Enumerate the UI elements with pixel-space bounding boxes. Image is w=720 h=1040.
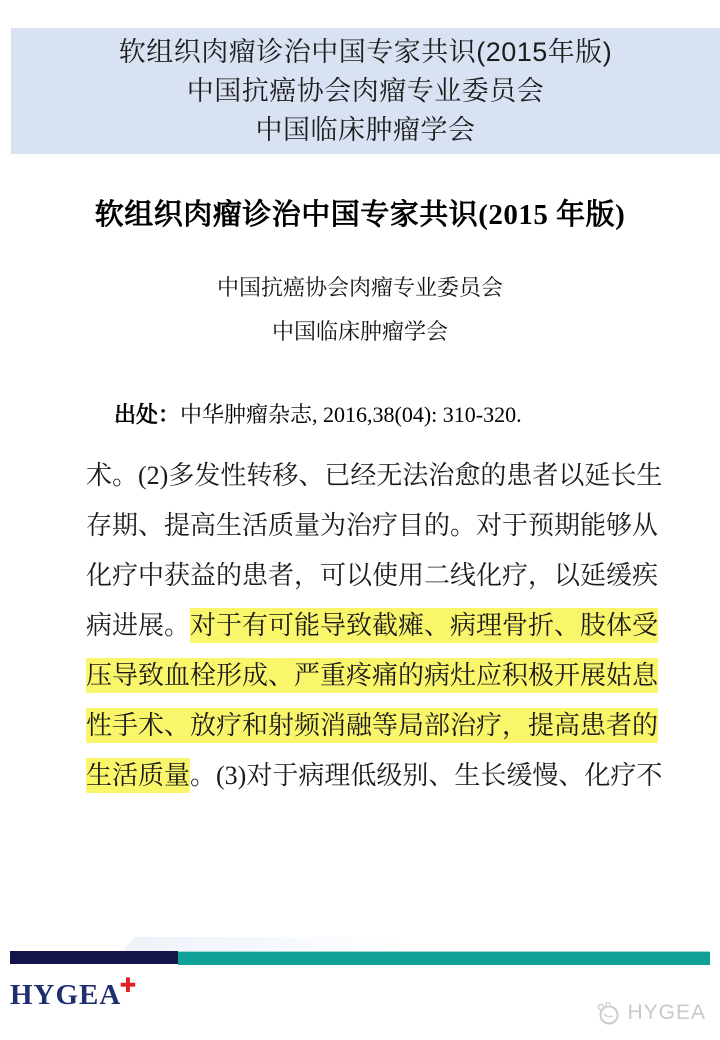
body-text-highlighted: 性手术、放疗和射频消融等局部治疗，提高患者的 [86,708,658,743]
body-text: 。(3)对于病理低级别、生长缓慢、化疗不 [190,761,663,790]
body-line [86,551,659,601]
doc-subtitle-2: 中国临床肿瘤学会 [271,319,448,344]
body-text-highlighted: 生活质量 [86,758,190,793]
banner-title: 软组织肉瘤诊治中国专家共识(2015年版) [118,36,613,67]
body-line [86,751,663,801]
watermark-text: HYGEA [627,1001,706,1024]
red-cross-icon: ✚ [119,973,138,997]
footer-decorative-wisp [122,937,405,952]
body-line [86,451,663,501]
source-line [114,398,522,429]
watermark-logo-icon [595,1000,621,1026]
body-paragraph [86,451,663,801]
source-label: 出处： [114,402,181,427]
body-text-highlighted: 压导致血栓形成、严重疼痛的病灶应积极开展姑息 [86,658,658,693]
body-text-highlighted: 对于有可能导致截瘫、病理骨折、肢体受 [190,608,658,643]
watermark [595,1000,706,1026]
source-citation: 中华肿瘤杂志, 2016,38(04): 310-320. [180,402,522,427]
body-line [86,651,659,701]
doc-title: 软组织肉瘤诊治中国专家共识(2015 年版) [94,199,626,231]
banner-org-2: 中国临床肿瘤学会 [255,114,476,145]
footer-bar-teal-segment [178,951,710,965]
body-line [86,601,659,651]
hygea-logo [10,973,138,1012]
footer-bar-navy-segment [10,951,178,964]
doc-subtitle-1: 中国抗癌协会肉瘤专业委员会 [216,275,503,300]
footer-bar [10,951,710,964]
body-line [86,701,659,751]
body-text: 术。(2)多发性转移、已经无法治愈的患者以延长生 [86,461,663,490]
body-text: 存期、提高生活质量为治疗目的。对于预期能够从 [86,511,659,540]
hygea-logo-text: HYGEA [10,979,122,1011]
body-text: 化疗中获益的患者，可以使用二线化疗，以延缓疾 [86,561,659,590]
body-line [86,501,659,551]
banner-org-1: 中国抗癌协会肉瘤专业委员会 [186,75,545,106]
header-banner [11,28,720,154]
body-text: 病进展。 [86,611,191,640]
